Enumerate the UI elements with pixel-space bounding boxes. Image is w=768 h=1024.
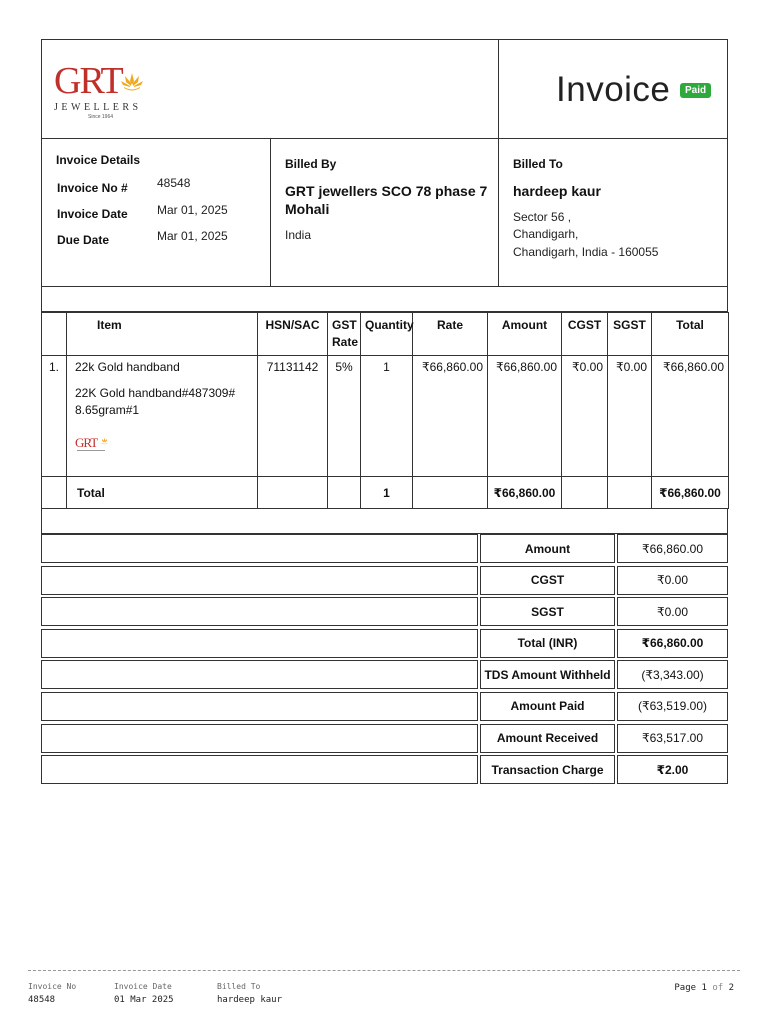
summary-empty-cell [41,566,478,595]
summary-row-cgst [41,565,728,597]
page-label: Page [674,983,697,993]
summary-row-tds [41,659,728,691]
footer-invoice-no-value: 48548 [28,995,56,1005]
total-index-cell [42,477,67,509]
row-item [67,356,258,477]
table-row [42,356,729,477]
summary-label: Amount Paid [480,692,615,721]
summary-value: ₹66,860.00 [617,534,728,563]
col-hsn-header: HSN/SAC [258,313,328,356]
item-description [75,385,253,419]
total-qty: 1 [361,477,413,509]
col-amount-header: Amount [488,313,562,356]
col-sgst-header: SGST [608,313,652,356]
billed-by-name [285,182,487,218]
total-amount: ₹66,860.00 [488,477,562,509]
invoice-info [41,139,728,287]
mini-lotus-icon [100,437,109,445]
summary-label: CGST [480,566,615,595]
row-hsn: 71131142 [258,356,328,477]
invoice-no-value: 48548 [157,176,191,190]
spacer-row-2 [41,509,728,534]
summary-empty-cell [41,724,478,753]
col-gst-header-line1: GST [332,318,357,332]
col-total-header: Total [652,313,729,356]
summary-value: ₹2.00 [617,755,728,784]
footer-billed-to-value: hardeep kaur [217,995,283,1005]
billed-to-name: hardeep kaur [513,183,601,199]
invoice-document [41,39,728,534]
mini-logo-underline [77,450,105,451]
invoice-details-title: Invoice Details [56,153,141,167]
summary-empty-cell [41,597,478,626]
billed-by [271,139,499,286]
col-cgst-header: CGST [562,313,608,356]
summary-label: Amount [480,534,615,563]
summary-row-sgst [41,596,728,628]
grt-logo [54,62,154,120]
summary-row-amount-received [41,723,728,755]
row-qty: 1 [361,356,413,477]
total-rate-cell [413,477,488,509]
page-total: 2 [728,983,734,993]
billed-to-title: Billed To [513,157,563,171]
due-date-label: Due Date [57,233,110,247]
spacer-row [41,287,728,312]
due-date-value: Mar 01, 2025 [157,229,228,243]
billed-to-address-line1: Sector 56 , [513,210,572,224]
summary-empty-cell [41,629,478,658]
row-index: 1. [42,356,67,477]
billed-by-country: India [285,228,312,242]
col-index-header [42,313,67,356]
title-cell [499,40,727,138]
item-description-line1: 22K Gold handband#487309# [75,386,236,400]
summary-value: ₹63,517.00 [617,724,728,753]
summary-label: Amount Received [480,724,615,753]
row-gst: 5% [328,356,361,477]
footer-billed-to [217,982,282,1005]
summary-row-amount-paid [41,691,728,723]
table-header-row [42,313,729,356]
summary-row-transaction-charge [41,754,728,786]
col-gst-header-line2: Rate [332,335,359,349]
total-gst-cell [328,477,361,509]
page-title: Invoice [556,70,671,109]
row-sgst: ₹0.00 [608,356,652,477]
summary-value: ₹0.00 [617,597,728,626]
item-description-line2: 8.65gram#1 [75,403,140,417]
summary-row-total [41,628,728,660]
summary-label: TDS Amount Withheld [480,660,615,689]
total-hsn-cell [258,477,328,509]
row-total: ₹66,860.00 [652,356,729,477]
status-badge: Paid [680,83,711,98]
summary-empty-cell [41,534,478,563]
summary-value: ₹66,860.00 [617,629,728,658]
billed-by-name-line1: GRT jewellers SCO 78 phase 7 [285,183,488,199]
item-logo-brand: GRT [75,435,98,450]
lotus-icon [120,72,144,92]
total-cgst-cell [562,477,608,509]
col-qty-header: Quantity [361,313,413,356]
logo-subtitle: JEWELLERS [54,102,142,113]
total-label: Total [67,477,258,509]
summary-empty-cell [41,660,478,689]
page-footer [28,970,740,1005]
col-gst-header [328,313,361,356]
summary-label: SGST [480,597,615,626]
billed-to-address-line2: Chandigarh, [513,227,579,241]
summary-value: (₹3,343.00) [617,660,728,689]
billed-by-name-line2: Mohali [285,201,330,217]
item-name: 22k Gold handband [75,360,180,374]
footer-billed-to-label: Billed To [217,982,261,991]
logo-cell [42,40,499,138]
summary-label: Total (INR) [480,629,615,658]
page-number [674,983,734,993]
logo-since: Since 1964 [88,114,114,120]
invoice-details [42,139,271,286]
summary-label: Transaction Charge [480,755,615,784]
billed-to-address-line3: Chandigarh, India - 160055 [513,245,659,259]
item-thumbnail-logo [75,435,115,455]
summary-row-amount [41,533,728,565]
logo-brand: GRT [54,60,122,102]
billed-to [499,139,727,286]
page-of: of [712,983,724,993]
invoice-no-label: Invoice No # [57,181,128,195]
col-rate-header: Rate [413,313,488,356]
row-amount: ₹66,860.00 [488,356,562,477]
total-total: ₹66,860.00 [652,477,729,509]
footer-invoice-date-label: Invoice Date [114,982,172,991]
footer-invoice-no-label: Invoice No [28,982,77,991]
footer-invoice-date-value: 01 Mar 2025 [114,995,174,1005]
footer-invoice-no [28,982,76,1005]
invoice-header [41,39,728,139]
summary-empty-cell [41,755,478,784]
row-rate: ₹66,860.00 [413,356,488,477]
row-cgst: ₹0.00 [562,356,608,477]
page-current: 1 [701,983,707,993]
total-sgst-cell [608,477,652,509]
col-item-header: Item [67,313,258,356]
summary-value: (₹63,519.00) [617,692,728,721]
summary-table [41,533,728,786]
invoice-date-label: Invoice Date [57,207,128,221]
summary-value: ₹0.00 [617,566,728,595]
footer-invoice-date [114,982,174,1005]
billed-by-title: Billed By [285,157,337,171]
items-table [41,312,729,509]
table-total-row [42,477,729,509]
invoice-date-value: Mar 01, 2025 [157,203,228,217]
summary-empty-cell [41,692,478,721]
